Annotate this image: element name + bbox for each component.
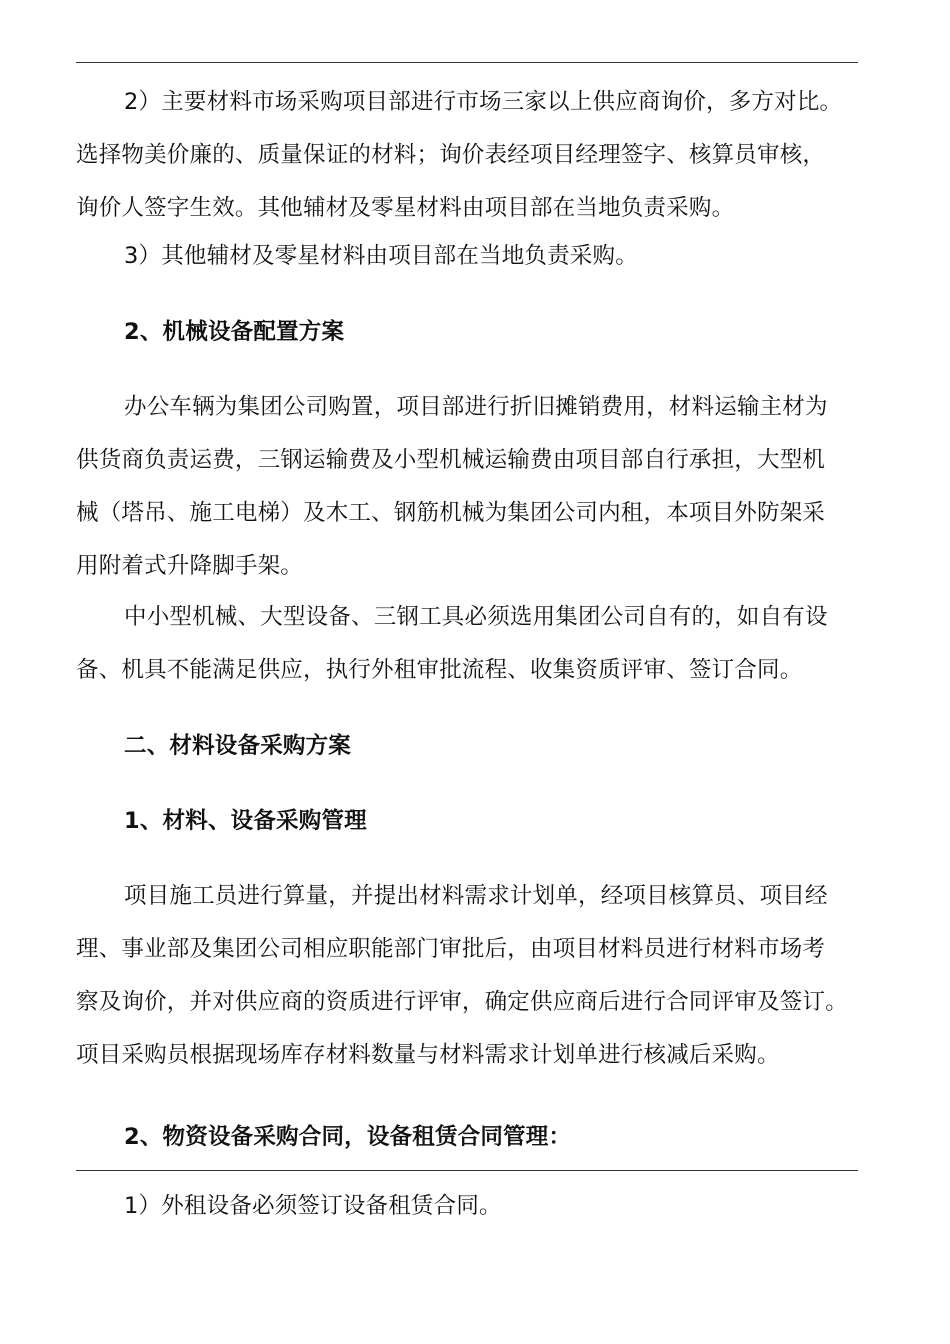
heading-text: 1、材料、设备采购管理 xyxy=(124,808,367,834)
text-line: 询价人签字生效。其他辅材及零星材料由项目部在当地负责采购。 xyxy=(76,195,735,221)
paragraph xyxy=(76,381,868,593)
text-line: 3）其他辅材及零星材料由项目部在当地负责采购。 xyxy=(124,243,638,269)
subsection-heading xyxy=(76,795,868,848)
top-divider xyxy=(76,62,858,63)
heading-text: 2、物资设备采购合同，设备租赁合同管理： xyxy=(124,1124,572,1150)
text-line: 1）外租设备必须签订设备租赁合同。 xyxy=(124,1193,502,1219)
list-item xyxy=(76,76,868,235)
bottom-divider xyxy=(76,1170,858,1171)
text-line: 械（塔吊、施工电梯）及木工、钢筋机械为集团公司内租，本项目外防架采 xyxy=(76,500,826,526)
text-line: 用附着式升降脚手架。 xyxy=(76,553,304,579)
text-line: 项目采购员根据现场库存材料数量与材料需求计划单进行核减后采购。 xyxy=(76,1042,780,1068)
paragraph xyxy=(76,870,868,1082)
text-line: 察及询价，并对供应商的资质进行评审，确定供应商后进行合同评审及签订。 xyxy=(76,989,848,1015)
text-line: 中小型机械、大型设备、三钢工具必须选用集团公司自有的，如自有设 xyxy=(124,604,828,630)
list-item xyxy=(76,230,868,283)
paragraph xyxy=(76,591,868,697)
list-item xyxy=(76,1180,868,1233)
heading-text: 2、机械设备配置方案 xyxy=(124,319,345,345)
text-line: 理、事业部及集团公司相应职能部门审批后，由项目材料员进行材料市场考 xyxy=(76,936,826,962)
subsection-heading xyxy=(76,1111,868,1164)
heading-text: 二、材料设备采购方案 xyxy=(124,733,352,759)
text-line: 选择物美价廉的、质量保证的材料；询价表经项目经理签字、核算员审核， xyxy=(76,142,826,168)
text-line: 供货商负责运费，三钢运输费及小型机械运输费由项目部自行承担，大型机 xyxy=(76,447,826,473)
text-line: 项目施工员进行算量，并提出材料需求计划单，经项目核算员、项目经 xyxy=(124,883,828,909)
text-line: 备、机具不能满足供应，执行外租审批流程、收集资质评审、签订合同。 xyxy=(76,657,803,683)
text-line: 办公车辆为集团公司购置，项目部进行折旧摊销费用，材料运输主材为 xyxy=(124,394,828,420)
section-heading xyxy=(76,306,868,359)
text-line: 2）主要材料市场采购项目部进行市场三家以上供应商询价，多方对比。 xyxy=(124,89,843,115)
section-heading xyxy=(76,720,868,773)
